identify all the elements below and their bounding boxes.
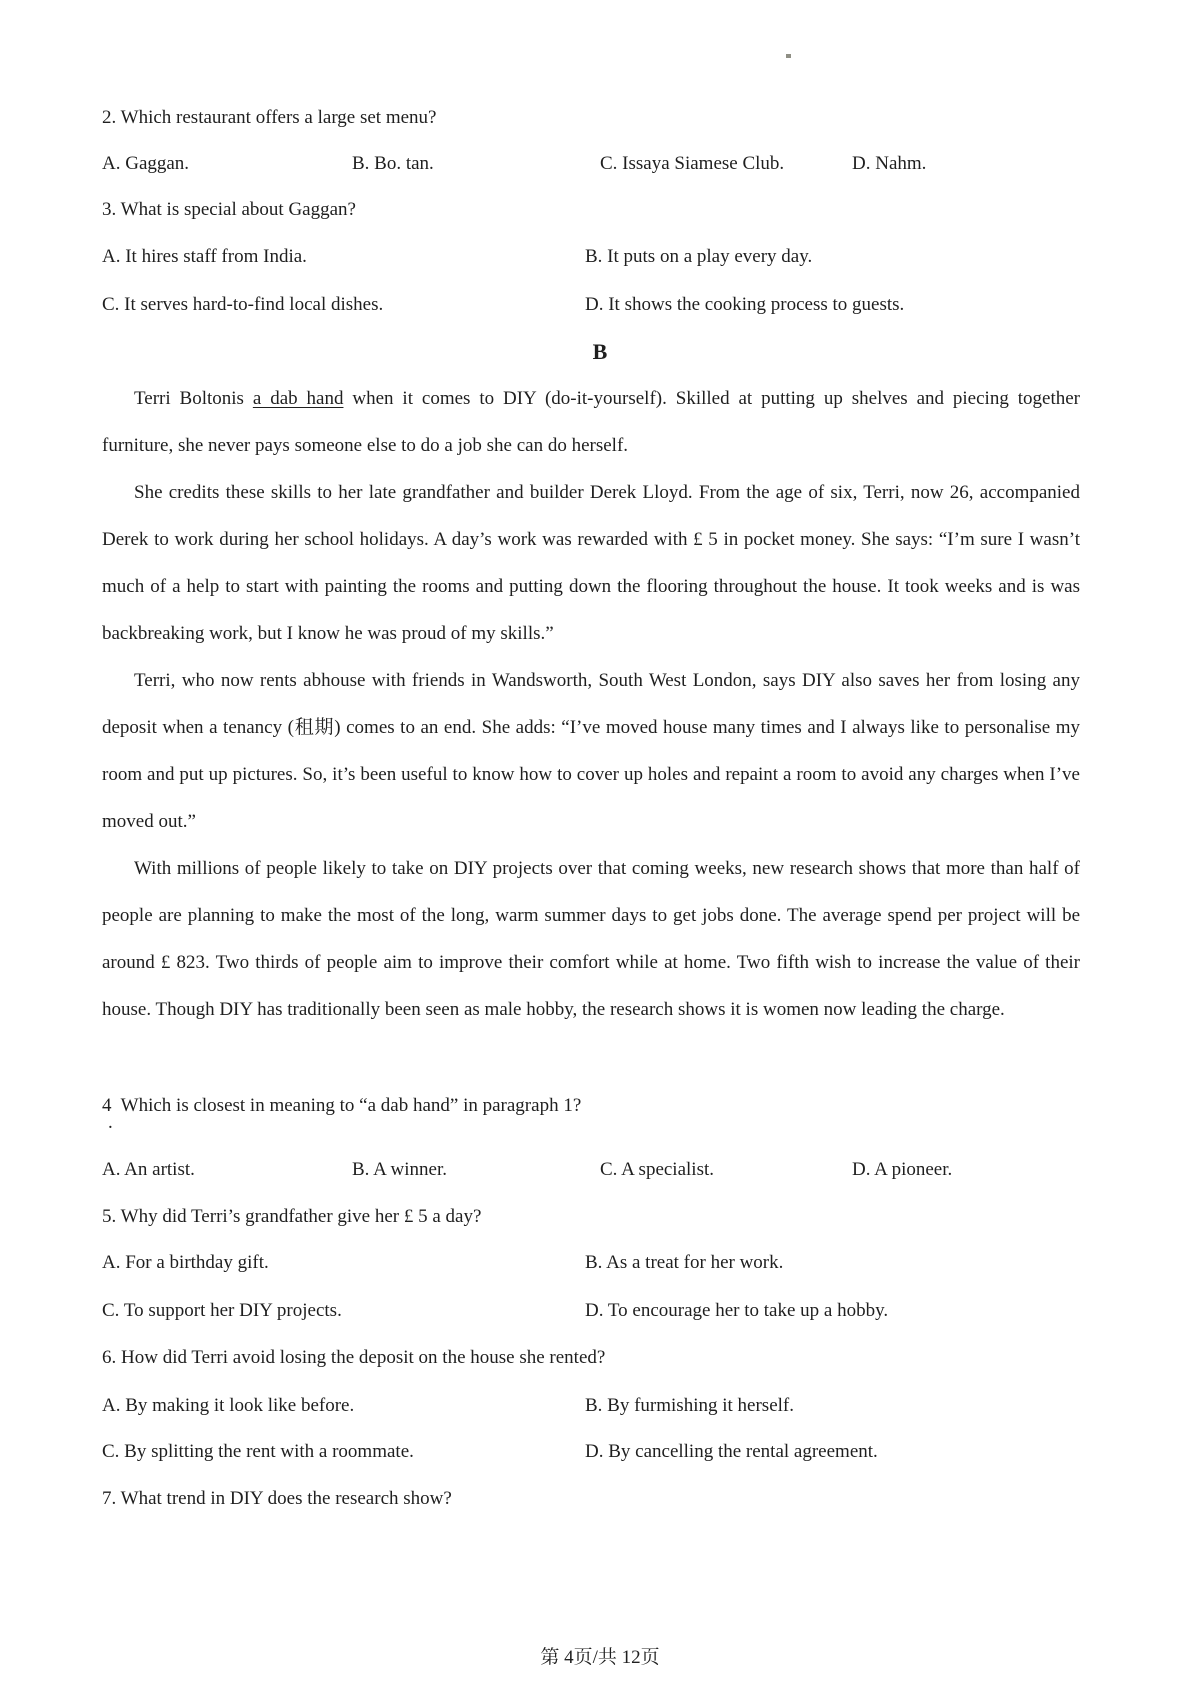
question-2-option-a: A. Gaggan.: [102, 153, 190, 174]
question-4-option-b: B. A winner.: [352, 1159, 448, 1180]
question-5-stem: 5. Why did Terri’s grandfather give her £ 5 a day?: [102, 1206, 482, 1227]
question-5-option-d: D. To encourage her to take up a hobby.: [585, 1300, 889, 1321]
question-3-option-b: B. It puts on a play every day.: [585, 246, 813, 267]
question-6-option-b: B. By furmishing it herself.: [585, 1395, 794, 1416]
question-6-option-d: D. By cancelling the rental agreement.: [585, 1441, 878, 1462]
reading-passage: [102, 375, 1080, 1033]
passage-paragraph-1: [102, 375, 1080, 469]
paragraph-1-text-before: Terri Boltonis: [134, 388, 253, 409]
question-2-option-b: B. Bo. tan.: [352, 153, 434, 174]
question-6-option-a: A. By making it look like before.: [102, 1395, 355, 1416]
question-5-options-row-1: [102, 1239, 1080, 1286]
question-3-option-d: D. It shows the cooking process to guests.: [585, 294, 905, 315]
question-7-stem: 7. What trend in DIY does the research show?: [102, 1488, 452, 1509]
question-3-options-row-2: [102, 281, 1080, 328]
question-5-option-b: B. As a treat for her work.: [585, 1252, 784, 1273]
question-4-option-d: D. A pioneer.: [852, 1159, 953, 1180]
question-3-option-a: A. It hires staff from India.: [102, 246, 307, 267]
question-2-option-c: C. Issaya Siamese Club.: [600, 153, 785, 174]
question-6-options-row-1: [102, 1382, 1080, 1429]
stray-period-dot: .: [108, 1112, 113, 1133]
passage-paragraph-4: With millions of people likely to take on DIY projects over that coming weeks, new research shows that more than half of people are planning to make the most of the long, warm summer days to get jobs done. The average spend per project will be around £ 823. Two thirds of people aim to improve their comfort while at home. Two fifth wish to increase the value of their house. Though DIY has traditionally been seen as male hobby, the research shows it is women now leading the charge.: [102, 858, 1080, 1020]
question-3-option-c: C. It serves hard-to-find local dishes.: [102, 294, 384, 315]
paragraph-1-text-after: when it comes to DIY (do-it-yourself). Skilled at putting up shelves and piecing together furniture, she never pays someone else to do a job she can do herself.: [102, 388, 1080, 456]
question-4-options: [102, 1146, 1080, 1193]
question-3-stem: 3. What is special about Gaggan?: [102, 199, 356, 220]
underlined-phrase: a dab hand: [252, 388, 344, 409]
question-6-options-row-2: [102, 1428, 1080, 1475]
question-5-option-c: C. To support her DIY projects.: [102, 1300, 342, 1321]
question-6-stem: 6. How did Terri avoid losing the deposit on the house she rented?: [102, 1347, 606, 1368]
scan-artifact-dot: [786, 54, 791, 58]
question-2-options: [102, 140, 1080, 187]
passage-paragraph-2: She credits these skills to her late grandfather and builder Derek Lloyd. From the age of six, Terri, now 26, accompanied Derek to work during her school holidays. A day’s work was rewarded with £ 5 in pocket money. She says: “I’m sure I wasn’t much of a help to start with painting the rooms and putting down the flooring throughout the house. It took weeks and is was backbreaking work, but I know he was proud of my skills.”: [102, 482, 1080, 644]
question-3-options-row-1: [102, 233, 1080, 280]
passage-paragraph-3: Terri, who now rents abhouse with friends in Wandsworth, South West London, says DIY also saves her from losing any deposit when a tenancy (租期) comes to an end. She adds: “I’ve moved house many times and I always like to personalise my room and put up pictures. So, it’s been useful to know how to cover up holes and repaint a room to avoid any charges when I’ve moved out.”: [102, 670, 1080, 832]
page-number-footer: 第 4页/共 12页: [540, 1647, 660, 1668]
question-2-stem: 2. Which restaurant offers a large set menu?: [102, 107, 437, 128]
question-2-option-d: D. Nahm.: [852, 153, 927, 174]
question-5-option-a: A. For a birthday gift.: [102, 1252, 269, 1273]
passage-section-heading: B: [592, 339, 608, 364]
question-4-stem: 4 Which is closest in meaning to “a dab hand” in paragraph 1?: [102, 1095, 582, 1116]
question-4-option-a: A. An artist.: [102, 1159, 195, 1180]
question-6-option-c: C. By splitting the rent with a roommate.: [102, 1441, 414, 1462]
question-5-options-row-2: [102, 1287, 1080, 1334]
question-4-option-c: C. A specialist.: [600, 1159, 714, 1180]
